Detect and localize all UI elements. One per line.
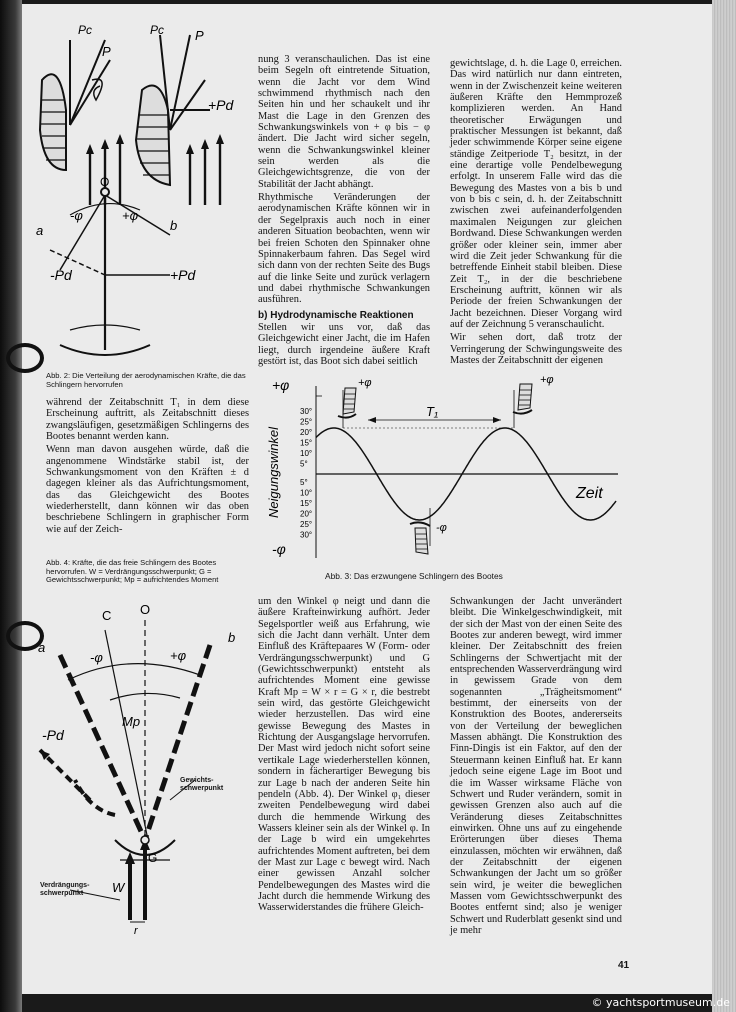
fig4-label-g: G [148,851,158,865]
fig3-tick-up: 20° [300,428,313,437]
fig3-tick-down: 30° [300,530,313,540]
column-3-bottom-text [450,596,622,938]
book-spine [0,0,22,1012]
fig2-label-pc: Pc [78,23,93,37]
paragraph: Rhythmische Veränderungen der aerodynamischen Kräfte können wir in der Segelpraxis auch noch in einer anderen Situation beobachten, wenn wir bei freien Schoten den Spinnaker ohne Spinnakerbaum fahren. Das Segel wird sich dann von der rechten Seite des Bugs auf die linke Seite und zurück verlagern und dabei rhythmische Schwankungen ausführen. [258,192,430,306]
figure-4-caption: Abb. 4: Kräfte, die das freie Schlingern des Bootes hervorrufen. W = Verdrängungsschwerpunkt; G = Gewichtsschwerpunkt; Mp = aufrichtendes Moment [46,558,219,585]
figure-2-aerodynamic-forces [30,20,252,370]
fig2-label-a: a [36,223,44,238]
fig2-label-b: b [170,218,178,233]
fig4-label-c: C [102,608,112,623]
fig4-label-r: r [134,925,138,937]
fig4-label-pd: -Pd [42,727,64,743]
fig2-label-pd-plus2: +Pd [170,267,196,283]
fig3-tick-up: 25° [300,417,313,427]
paragraph: gewichtslage, d. h. die Lage 0, erreichen. Das wird natürlich nur dann eintreten, wenn in der Zwischenzeit keine weiteren äußeren Kräfte den Hemmprozeß komplizieren werden. An Hand theoretischer Erwägungen und praktischer Messungen ist bekannt, daß jeder schwimmende Körper seine eigene ständige Zeitperiode T₂ besitzt, in der eine derartige volle Pendelbewegung erfolgt. In unserem Falle wird das die Bewegung des Mastes von a bis b und von b bis c sein, d. h. der Zeitabschnitt zwischen zwei aufeinanderfolgenden maximalen Neigungen zur gleichen Bordwand. Diese Schwankungen werden größer oder kleiner sein, immer aber wird die Zeit jeder Schwankung für die betreffende Einheit stabil bleiben. Diese Zeit T₂, in der die beschriebene Erscheinung auftritt, können wir als Periode der freien Schwankungen der Jacht bezeichnen. Dieser Vorgang wird auf der Zeichnung 5 veranschaulicht. [450,58,622,330]
fig4-label-w: W [112,880,125,895]
fig3-tick-up: 5° [300,459,308,469]
column-3-top-text [450,58,622,368]
figure-2-caption: Abb. 2: Die Verteilung der aerodynamischen Kräfte, die das Schlingern hervorrufen [46,371,246,389]
fig4-label-o: O [140,602,151,617]
paragraph: während der Zeitabschnitt T₁ in dem diese Erscheinung auftritt, als Zeitabschnitt dieses zwangsläufigen, gesetzmäßigen Schlingerns des Bootes benannt werden kann. [46,397,249,443]
paragraph: Schwankungen der Jacht unverändert bleibt. Die Winkelgeschwindigkeit, mit der sich der Mast von der einen Seite des Bootes zur anderen bewegt, wird immer kleiner. Der Zeitabschnitt des freien Schlingerns der Schwertjacht mit der entsprechenden Wasserverdrängung wird in gewissem Grade von dem sogenannten „Trägheitsmoment“ bestimmt, der einerseits von der Konstruktion des Bootes, andererseits von der Verteilung der beweglichen Massen abhängt. Die Konstruktion des Finn-Dingis ist ein Faktor, auf den der Steuermann keinen Einfluß hat. Er kann jedoch seine eigene Lage im Boot und die im Wasser wirksame Fläche von Schwert und Ruder verändern, somit in gewissen Grenzen also auch auf die Veränderung dieses Zeitabschnittes einwirken. Ohne uns auf zu eingehende Erörterungen über dieses Thema einzulassen, möchten wir erwähnen, daß der Zeitabschnitt der eigenen Schwankungen der Jacht um so größer sein wird, je weiter die beweglichen Massen vom Gewichtsschwerpunkt des Bootes entfernt sind; also je weniger Schwert und Ruderblatt gesenkt sind und je mehr [450,596,622,936]
boat-icon [410,522,430,554]
fig2-label-o: O [100,175,110,189]
fig3-tick-down: 10° [300,488,313,498]
fig3-period-label: T₁ [426,404,439,419]
fig3-minus-phi-bottom: -φ [436,522,447,534]
fig3-tick-down: 25° [300,520,313,529]
fig3-minus-phi-axis: -φ [272,541,286,557]
fig2-label-pd-plus: +Pd [208,97,234,113]
watermark: © yachtsportmuseum.de [591,996,730,1009]
fig2-label-p2: P [195,28,204,43]
fig2-label-pc2: Pc [150,23,165,37]
boat-icon [513,384,532,414]
figure-3-caption: Abb. 3: Das erzwungene Schlingern des Bootes [325,571,503,581]
fig3-tick-down: 5° [300,478,308,487]
column-1-text [46,397,249,537]
fig2-label-p: P [102,44,111,59]
fig2-label-minus-phi: -φ [70,208,83,223]
fig3-tick-up: 15° [300,438,313,448]
fig3-tick-down: 15° [300,499,313,508]
paragraph: nung 3 veranschaulichen. Das ist eine beim Segeln oft eintretende Situation, wenn die Jacht vor dem Wind schwimmend rhythmisch nach den Seiten hin und her schaukelt und ihr Mast die Lage in den Grenzen des Schwankungswinkels von + φ bis − φ ändert. Die Jacht wird sicher segeln, wenn die Schwankungswinkel kleiner sein werden als die Gleichgewichtsgrenze, die von der Stabilität der Jacht abhängt. [258,54,430,190]
fig3-plus-phi-top: +φ [358,377,372,389]
fig3-tick-up: 30° [300,407,313,416]
section-heading: b) Hydrodynamische Reaktionen [258,309,414,321]
column-2-bottom-text [258,596,430,916]
column-2-top-text [258,54,430,369]
fig4-label-mp: Mp [122,714,141,729]
page-number: 41 [618,960,630,971]
fig2-label-pd-minus: -Pd [50,267,72,283]
fig4-label-gewichtsschwerpunkt: Gewichts-schwerpunkt [180,777,224,792]
fig4-label-plus-phi: +φ [170,648,187,663]
fig4-label-verdraengungsschwerpunkt: Verdrängungs-schwerpunkt [40,882,90,897]
fig2-label-plus-phi: +φ [122,208,139,223]
fig3-axis-label: Neigungswinkel [266,426,281,518]
fig4-label-b: b [228,630,236,645]
fig4-label-a: a [38,640,46,655]
fig3-plus-phi-axis: +φ [272,377,290,393]
paragraph: Wir sehen dort, daß trotz der Verringerung der Schwingungsweite des Mastes der Zeitabschnitt der eigenen [450,332,622,366]
page-stack-edge [712,0,736,1012]
figure-3-forced-rolling-chart [258,368,628,568]
fig4-label-minus-phi: -φ [90,650,103,665]
paragraph: Wenn man davon ausgehen würde, daß die angenommene Windstärke stabil ist, der Schwankungsmoment von den Kräften ± d dagegen kleiner als das Aufrichtungsmoment, das das Gleichgewicht des Bootes wiederherstellt, dann können wir das oben beschriebene Schlingern in graphischer Form wie auf der Zeich- [46,444,249,535]
fig3-plus-phi-top2: +φ [540,374,554,386]
fig3-tick-down: 20° [300,509,313,519]
fig3-time-label: Zeit [576,485,603,502]
paragraph: Stellen wir uns vor, daß das Gleichgewicht einer Jacht, die im Hafen liegt, durch irgendeine äußere Kraft gestört ist, das Boot sich dabei seitlich [258,321,430,367]
fig3-tick-up: 10° [300,449,313,458]
boat-icon [338,388,356,418]
paragraph: um den Winkel φ neigt und dann die äußere Krafteinwirkung aufhört. Jeder Segelsportler weiß aus Erfahrung, wie sich die Jacht dann verhält. Unter dem Einfluß des Kräftepaares W (Form- oder Verdrängungsschwerpunkt) und G (Gewichtsschwerpunkt) entsteht als aufrichtendes Moment eine gewisse Kraft Mp = W × r = G × r, die bestrebt sein wird, das gestörte Gleichgewicht wieder herzustellen. Das wird eine gewisse Bewegung des Mastes in Richtung der Ausgangslage hervorrufen. Der Mast wird jedoch nicht sofort seine vertikale Lage wiederherstellen können, sondern in fächerartiger Bewegung bis zur Lage b nach der anderen Seite hin pendeln (Abb. 4). Der Winkel φ₁ dieser zweiten Pendelbewegung wird dabei durch die hemmende Wirkung des Wassers kleiner sein als der Winkel φ. In der Lage b wird ein umgekehrtes aufrichtendes Moment auftreten, bei dem der Mast zur Lage c bewegt wird. Nach einer gewissen Anzahl solcher Pendelbewegungen des Mastes wird die Jacht durch die hemmende Wirkung des Wasserwiderstandes die frühere Gleich- [258,596,430,914]
